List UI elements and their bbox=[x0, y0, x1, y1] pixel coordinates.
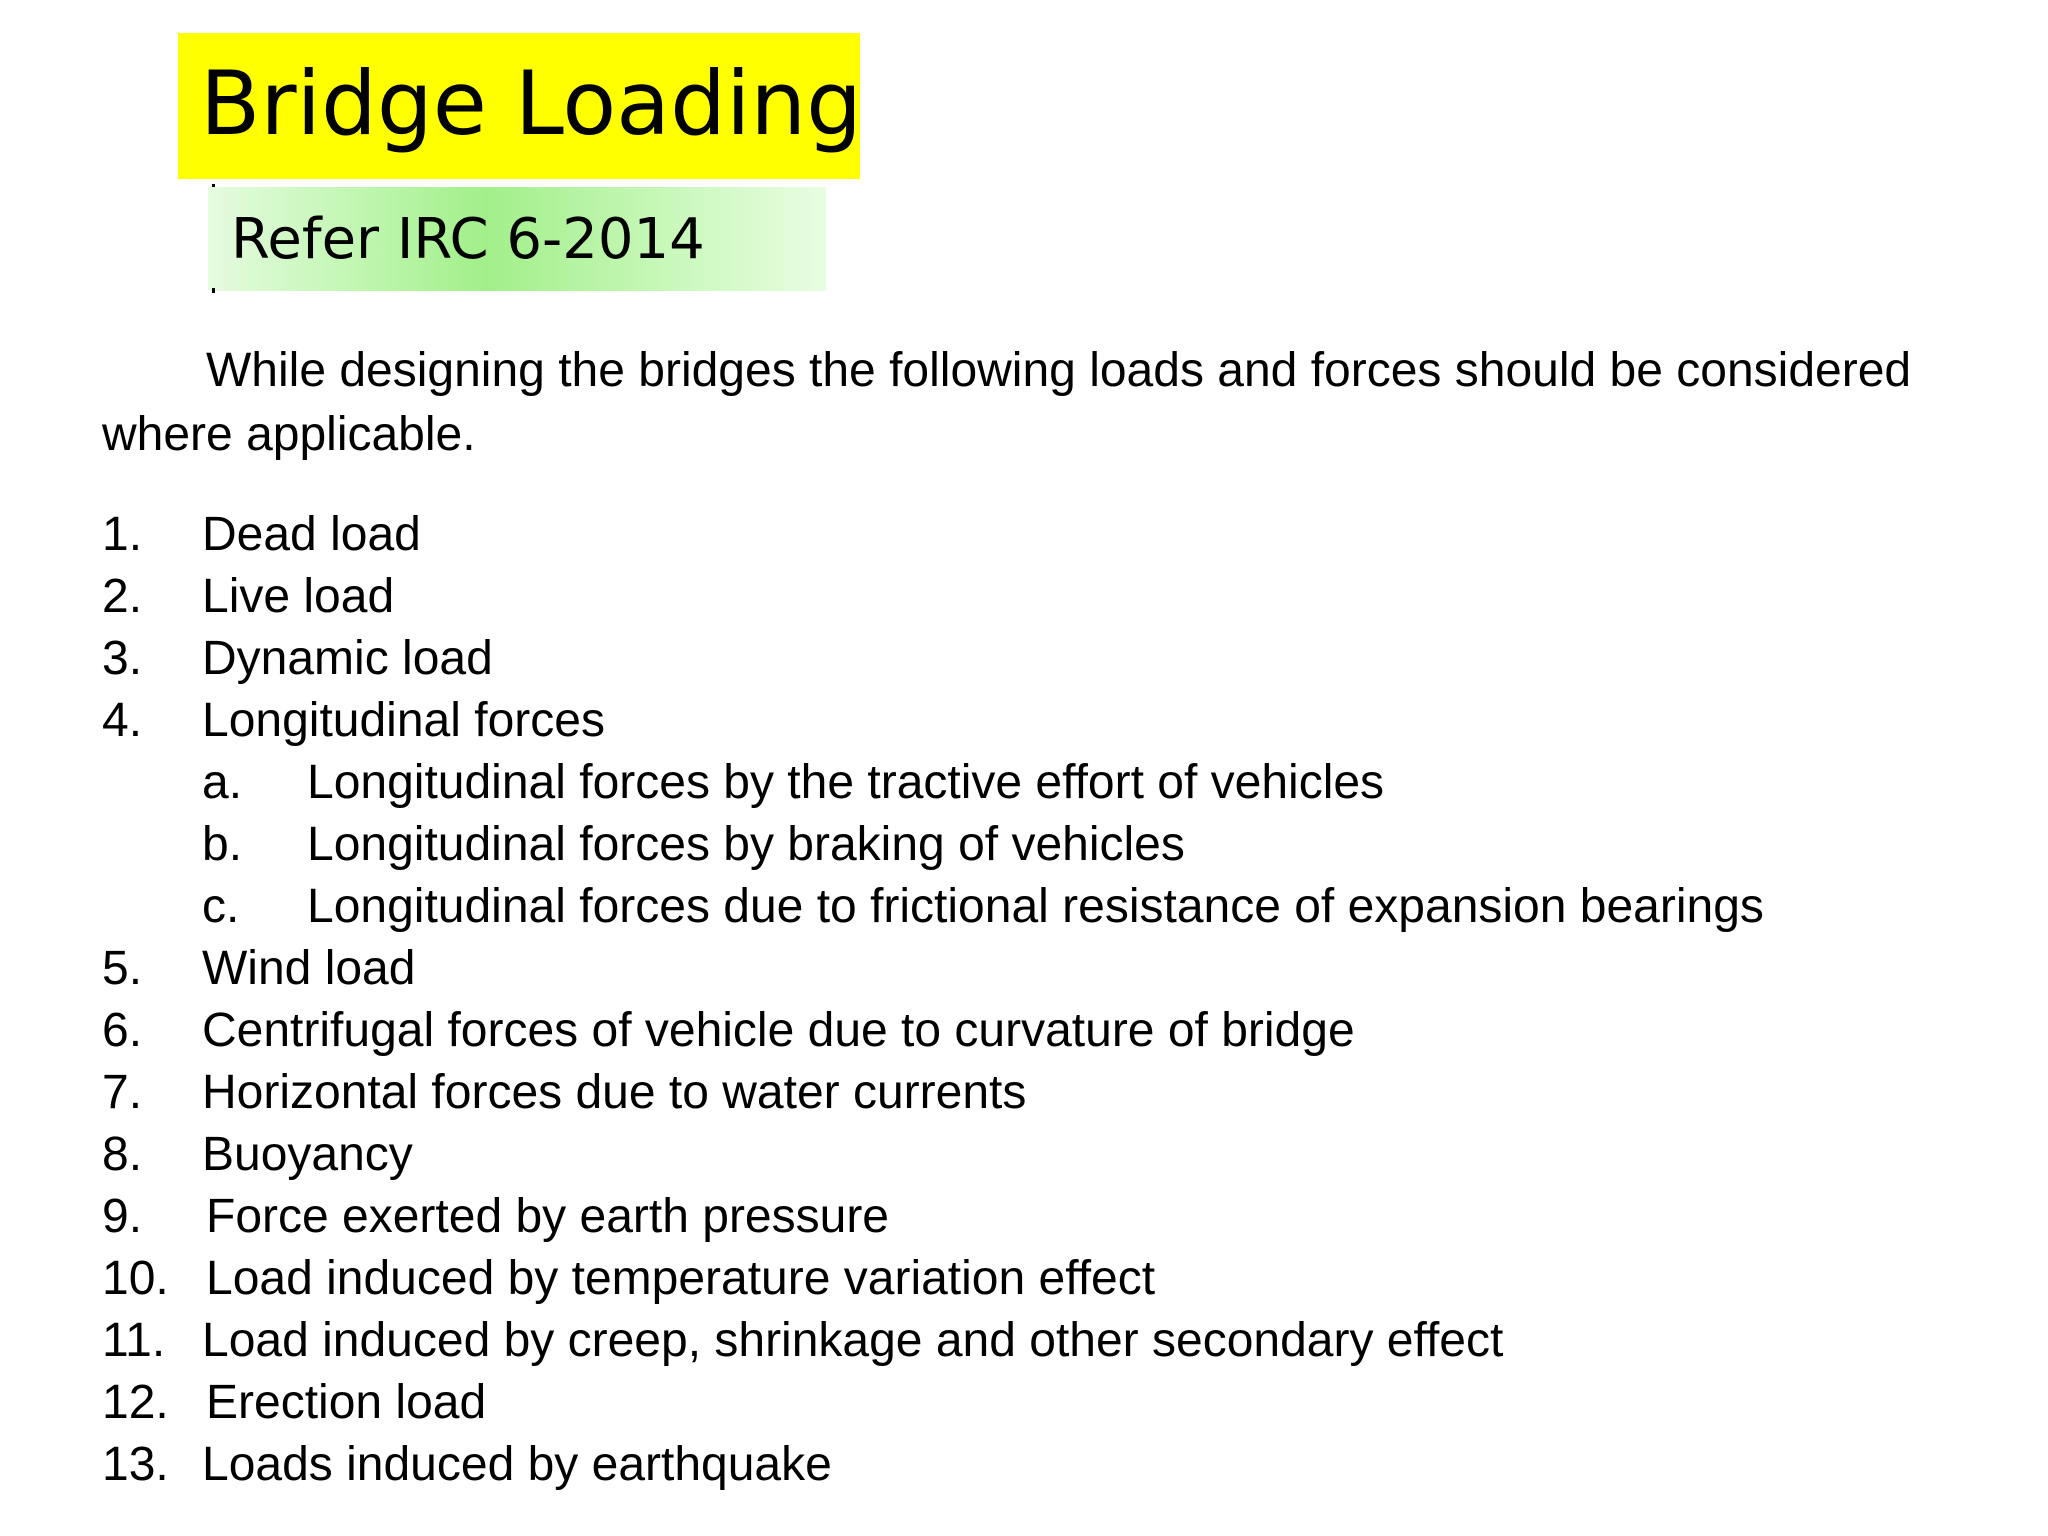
list-item-number: 4. bbox=[102, 694, 143, 747]
list-item-number: 2. bbox=[102, 570, 143, 623]
title-highlight bbox=[178, 33, 863, 179]
sub-list-item-letter: c. bbox=[202, 880, 240, 933]
list-item-text: Loads induced by earthquake bbox=[202, 1438, 832, 1491]
list-item-text: Dead load bbox=[202, 508, 421, 561]
list-item-text: Force exerted by earth pressure bbox=[206, 1190, 889, 1243]
list-item-number: 5. bbox=[102, 942, 143, 995]
load-list bbox=[102, 504, 1982, 1496]
list-item-text: Dynamic load bbox=[202, 632, 493, 685]
list-item bbox=[102, 1310, 1982, 1372]
list-item-number: 11. bbox=[102, 1314, 166, 1367]
list-item-number: 6. bbox=[102, 1004, 143, 1057]
reference-note: Refer IRC 6-2014 bbox=[231, 207, 705, 272]
list-item bbox=[102, 1372, 1982, 1434]
sub-list-item-letter: b. bbox=[202, 818, 243, 871]
list-item bbox=[102, 938, 1982, 1000]
list-item-text: Longitudinal forces bbox=[202, 694, 605, 747]
list-item bbox=[102, 1062, 1982, 1124]
page-title: Bridge Loading bbox=[200, 52, 863, 155]
sub-list-item-letter: a. bbox=[202, 756, 243, 809]
list-item-text: Horizontal forces due to water currents bbox=[202, 1066, 1027, 1119]
list-item-text: Live load bbox=[202, 570, 395, 623]
list-item-text: Centrifugal forces of vehicle due to curvature of bridge bbox=[202, 1004, 1355, 1057]
list-item-text: Load induced by creep, shrinkage and other secondary effect bbox=[202, 1314, 1504, 1367]
list-item-number: 8. bbox=[102, 1128, 143, 1181]
list-item-text: Wind load bbox=[202, 942, 416, 995]
list-item bbox=[102, 1000, 1982, 1062]
sub-list-item bbox=[102, 876, 1982, 938]
list-item bbox=[102, 504, 1982, 566]
list-item bbox=[102, 628, 1982, 690]
list-item-text: Erection load bbox=[206, 1376, 487, 1429]
list-item-number: 13. bbox=[102, 1438, 169, 1491]
list-item-number: 9. bbox=[102, 1190, 143, 1243]
list-item-number: 3. bbox=[102, 632, 143, 685]
list-item-text: Load induced by temperature variation effect bbox=[206, 1252, 1156, 1305]
list-item bbox=[102, 1124, 1982, 1186]
intro-paragraph bbox=[102, 339, 1922, 467]
list-item-number: 1. bbox=[102, 508, 143, 561]
list-item-text: Buoyancy bbox=[202, 1128, 413, 1181]
reference-highlight bbox=[208, 187, 826, 291]
sub-list-item-text: Longitudinal forces by braking of vehicles bbox=[307, 818, 1185, 871]
list-item-number: 12. bbox=[102, 1376, 169, 1429]
sub-list-item bbox=[102, 752, 1982, 814]
list-item bbox=[102, 690, 1982, 752]
intro-text: While designing the bridges the following loads and forces should be considered where applicable. bbox=[102, 344, 1912, 461]
list-item bbox=[102, 1248, 1982, 1310]
list-item-number: 7. bbox=[102, 1066, 143, 1119]
list-item-number: 10. bbox=[102, 1252, 169, 1305]
decorative-mark-bottom bbox=[212, 288, 215, 293]
list-item bbox=[102, 566, 1982, 628]
list-item bbox=[102, 1434, 1982, 1496]
list-item bbox=[102, 1186, 1982, 1248]
sub-list-item-text: Longitudinal forces due to frictional resistance of expansion bearings bbox=[307, 880, 1764, 933]
sub-list-item-text: Longitudinal forces by the tractive effort of vehicles bbox=[307, 756, 1385, 809]
sub-list-item bbox=[102, 814, 1982, 876]
